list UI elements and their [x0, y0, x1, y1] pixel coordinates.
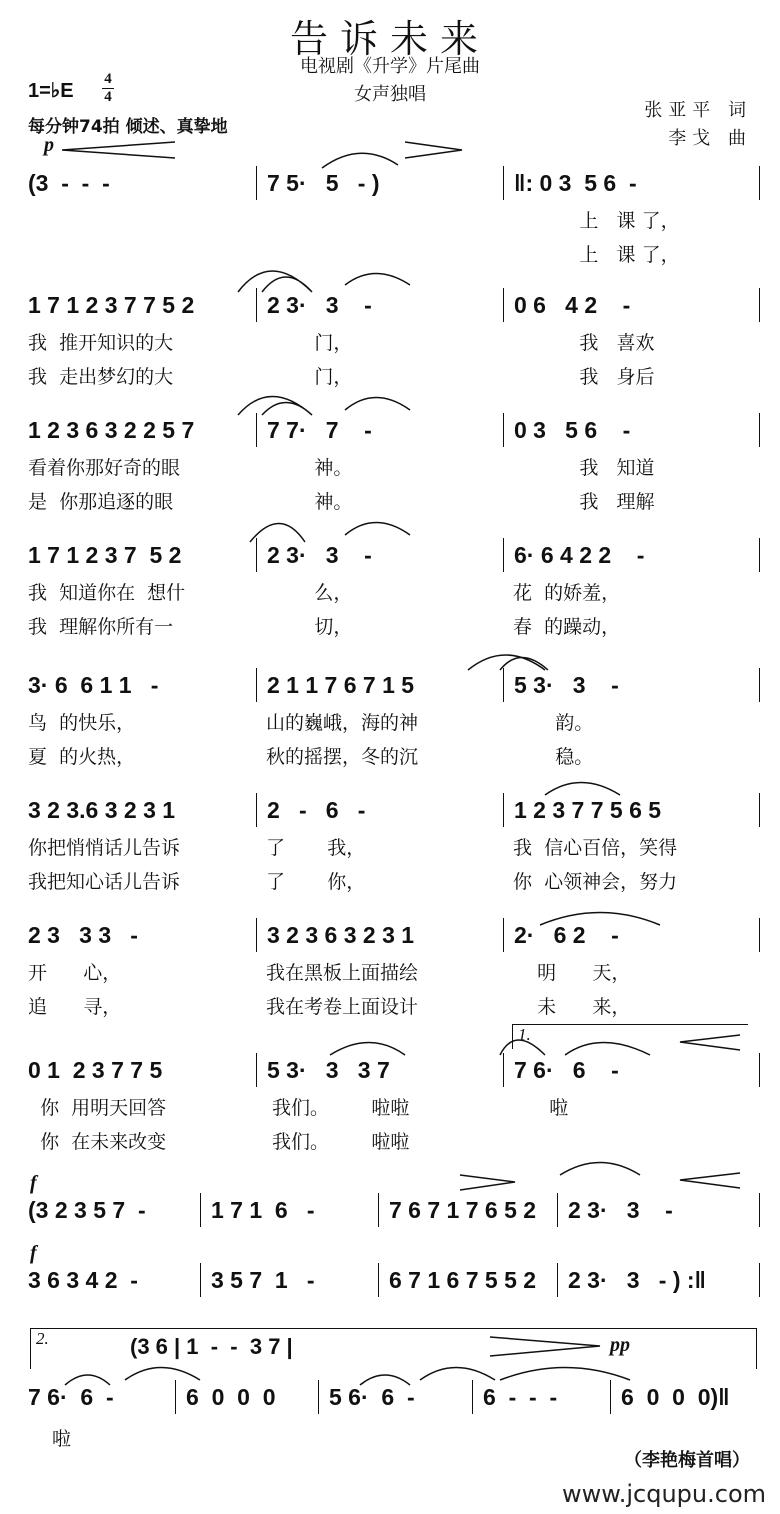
lyric-segment: 你 心领神会，努力 — [513, 871, 678, 893]
first-ending-label: 1. — [518, 1025, 531, 1044]
lyric-segment: 我 信心百倍，笑得 — [513, 837, 678, 859]
lyric-segment: 你 用明天回答 — [28, 1097, 167, 1119]
performance-type: 女声独唱 — [354, 84, 426, 105]
measure: 5 3· 3 - — [503, 668, 760, 702]
slur — [322, 153, 398, 168]
measure: 7 6 7 1 7 6 5 2 — [378, 1193, 557, 1227]
slur — [250, 523, 410, 543]
measure: 1 7 1 6 - — [200, 1193, 378, 1227]
measure: 2· 6 2 - — [503, 918, 760, 952]
lyric-segment: 春 的躁动， — [513, 616, 621, 638]
time-bottom: 4 — [104, 89, 112, 105]
measure: ‖: 0 3 5 6 - — [503, 166, 760, 200]
measure: 1 2 3 6 3 2 2 5 7 — [28, 417, 195, 443]
measure: 1 2 3 7 7 5 6 5 — [503, 793, 760, 827]
measure: 6 0 0 0)‖ — [610, 1380, 760, 1414]
lyric-segment: 我 理解你所有一 — [28, 616, 174, 638]
lyric-segment: 神。 — [266, 457, 353, 479]
dynamic-piano: p — [44, 134, 54, 156]
measure: 2 - 6 - — [256, 793, 503, 827]
decrescendo-hairpin — [490, 1337, 600, 1356]
lyric-segment: 我把知心话儿告诉 — [28, 871, 181, 893]
measure: 0 1 2 3 7 7 5 — [28, 1057, 163, 1083]
lyric-segment: 了 你， — [266, 871, 366, 893]
measure: (3 - - - — [28, 170, 110, 196]
lyric-segment: 稳。 — [513, 746, 594, 768]
measure: 3· 6 6 1 1 - — [28, 672, 159, 698]
measure: 2 3 3 3 - — [28, 922, 138, 948]
key-signature: 1=♭E — [28, 80, 74, 102]
lyric-segment: 山的巍峨，海的神 — [266, 712, 419, 734]
measure: 1 7 1 2 3 7 5 2 — [28, 542, 182, 568]
measure: 3 5 7 1 - — [200, 1263, 378, 1297]
slur — [238, 271, 410, 292]
lyric-segment: 看着你那好奇的眼 — [28, 457, 181, 479]
lyric-segment: 明 天， — [513, 962, 631, 984]
measure: 7 5· 5 - ) — [256, 166, 503, 200]
slur — [468, 655, 548, 670]
lyric-segment: 我 身后 — [513, 366, 655, 388]
time-top: 4 — [104, 71, 112, 87]
lyric-segment: 我 走出梦幻的大 — [28, 366, 174, 388]
measure: 2 3· 3 - — [256, 288, 503, 322]
lyric-segment: 我们。 啦啦 — [266, 1097, 410, 1119]
lyric-segment: 我 知道你在 想什 — [28, 582, 186, 604]
lyric-segment: 神。 — [266, 491, 353, 513]
lyric-segment: 我在考卷上面设计 — [266, 996, 419, 1018]
slur — [238, 397, 410, 416]
measure: (3 2 3 5 7 - — [28, 1197, 146, 1223]
measure: 7 6· 6 - — [503, 1053, 760, 1087]
lyric-segment: 你 在未来改变 — [28, 1131, 167, 1153]
lyricist-credit: 张亚平 词 — [644, 100, 752, 121]
lyric-segment: 我们。 啦啦 — [266, 1131, 410, 1153]
lyric-segment: 是 你那追逐的眼 — [28, 491, 174, 513]
measure: 2 3· 3 - ) :‖ — [557, 1263, 760, 1297]
lyric-segment: 鸟 的快乐， — [28, 712, 136, 734]
dynamic-pianissimo: pp — [610, 1334, 630, 1356]
measure: 3 6 3 4 2 - — [28, 1267, 138, 1293]
dynamic-forte-2: f — [30, 1242, 37, 1264]
lyric-segment: 门， — [266, 366, 353, 388]
lyric-segment: 啦 — [513, 1097, 569, 1119]
lyric-segment: 你把悄悄话儿告诉 — [28, 837, 181, 859]
lyric-segment: 秋的摇摆，冬的沉 — [266, 746, 419, 768]
measure: 0 3 5 6 - — [503, 413, 760, 447]
lyric-segment: 我 理解 — [513, 491, 655, 513]
second-ending-label: 2. — [36, 1329, 49, 1348]
measure: 2 1 1 7 6 7 1 5 — [256, 668, 503, 702]
slur — [65, 1368, 630, 1386]
lyric-segment: 上 课 了， — [513, 244, 680, 266]
slur — [330, 913, 660, 1056]
lyric-segment: 我 推开知识的大 — [28, 332, 174, 354]
lyric-segment: 未 来， — [513, 996, 631, 1018]
measure: 2 3· 3 - — [557, 1193, 760, 1227]
singer-credit: （李艳梅首唱） — [624, 1450, 750, 1471]
measure: 3 2 3.6 3 2 3 1 — [28, 797, 176, 823]
song-title: 告诉未来 — [289, 17, 490, 61]
measure: 6 0 0 0 — [175, 1380, 318, 1414]
lyric-segment: 开 心， — [28, 962, 122, 984]
hairpin — [460, 1035, 740, 1190]
lyric-segment: 我在黑板上面描绘 — [266, 962, 419, 984]
measure: 6 7 1 6 7 5 5 2 — [378, 1263, 557, 1297]
crescendo-hairpin — [62, 142, 175, 158]
lyric-segment: 么， — [266, 582, 353, 604]
lyric-segment: 韵。 — [513, 712, 594, 734]
dynamic-forte-1: f — [30, 1172, 37, 1194]
lyric-segment: 花 的娇羞， — [513, 582, 621, 604]
lyric-segment: 我 知道 — [513, 457, 655, 479]
lyric-segment: 我 喜欢 — [513, 332, 655, 354]
measure: 7 6· 6 - — [28, 1384, 114, 1410]
song-subtitle: 电视剧《升学》片尾曲 — [300, 56, 480, 77]
measure: 6 - - - — [472, 1380, 610, 1414]
measure: 1 7 1 2 3 7 7 5 2 — [28, 292, 195, 318]
lyric-segment: 切， — [266, 616, 353, 638]
lyric-segment: 追 寻， — [28, 996, 122, 1018]
lyric-segment: 夏 的火热， — [28, 746, 136, 768]
measure: 2 3· 3 - — [256, 538, 503, 572]
lyric-segment: 门， — [266, 332, 353, 354]
measure: 0 6 4 2 - — [503, 288, 760, 322]
composer-credit: 李戈 曲 — [668, 128, 752, 149]
measure: 7 7· 7 - — [256, 413, 503, 447]
lyric-segment: 了 我， — [266, 837, 366, 859]
measure: 3 2 3 6 3 2 3 1 — [256, 918, 503, 952]
measure: 6· 6 4 2 2 - — [503, 538, 760, 572]
measure: 5 6· 6 - — [318, 1380, 472, 1414]
second-ending-upper-voice: (3 6 | 1 - - 3 7 | — [130, 1334, 293, 1359]
decrescendo-hairpin — [405, 142, 462, 158]
measure: 5 3· 3 3 7 — [256, 1053, 503, 1087]
slur — [545, 783, 640, 1176]
lyric-segment: 上 课 了， — [513, 210, 680, 232]
website-watermark: www.jcqupu.com — [562, 1480, 766, 1508]
tempo-marking: 每分钟74拍 倾述、真挚地 — [28, 117, 228, 137]
second-ending-lyric: 啦 — [52, 1428, 72, 1450]
